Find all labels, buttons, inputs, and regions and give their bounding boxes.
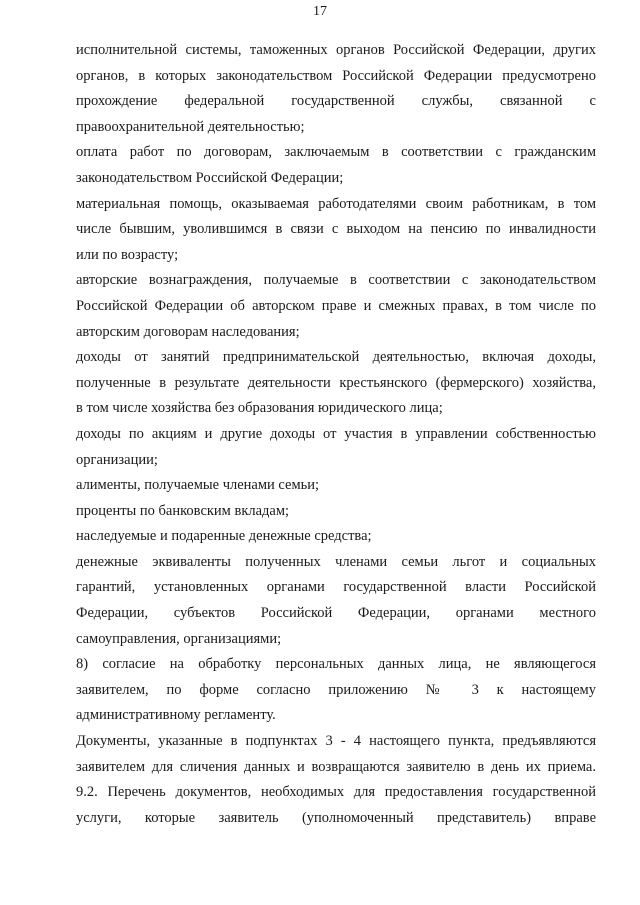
text-line: Документы, указанные в подпунктах 3 - 4 настоящего пункта, предъявляются bbox=[76, 733, 596, 750]
text-line: Российской Федерации об авторском праве и смежных правах, в том числе по bbox=[76, 297, 596, 314]
text-line: правоохранительной деятельностью; bbox=[76, 118, 305, 135]
text-line: гарантий, установленных органами государственной власти Российской bbox=[76, 579, 596, 596]
document-body bbox=[76, 38, 596, 831]
text-line: 9.2. Перечень документов, необходимых для предоставления государственной bbox=[76, 784, 596, 801]
text-line: в том числе хозяйства без образования юридического лица; bbox=[76, 400, 443, 417]
text-line: авторские вознаграждения, получаемые в соответствии с законодательством bbox=[76, 272, 596, 289]
text-line: административному регламенту. bbox=[76, 707, 276, 724]
text-line: денежные эквиваленты полученных членами семьи льгот и социальных bbox=[76, 553, 596, 570]
text-line: проценты по банковским вкладам; bbox=[76, 502, 290, 519]
text-line: авторским договорам наследования; bbox=[76, 323, 300, 340]
text-line: 8) согласие на обработку персональных данных лица, не являющегося bbox=[76, 656, 596, 673]
text-line: материальная помощь, оказываемая работодателями своим работникам, в том bbox=[76, 195, 596, 212]
text-line: прохождение федеральной государственной службы, связанной с bbox=[76, 93, 596, 110]
text-line: доходы по акциям и другие доходы от участия в управлении собственностью bbox=[76, 425, 596, 442]
page-number: 17 bbox=[313, 4, 327, 19]
text-line: оплата работ по договорам, заключаемым в соответствии с гражданским bbox=[76, 144, 596, 161]
text-line: организации; bbox=[76, 451, 158, 468]
text-line: или по возрасту; bbox=[76, 246, 179, 263]
text-line: законодательством Российской Федерации; bbox=[76, 169, 344, 186]
text-line: заявителем для сличения данных и возвращаются заявителю в день их приема. bbox=[76, 758, 596, 775]
text-line: наследуемые и подаренные денежные средства; bbox=[76, 528, 372, 545]
text-line: числе бывшим, уволившимся в связи с выходом на пенсию по инвалидности bbox=[76, 221, 596, 238]
text-line: алименты, получаемые членами семьи; bbox=[76, 477, 320, 494]
text-line: Федерации, субъектов Российской Федерации, органами местного bbox=[76, 605, 596, 622]
text-line: услуги, которые заявитель (уполномоченный представитель) вправе bbox=[76, 809, 596, 826]
text-line: заявителем, по форме согласно приложению № 3 к настоящему bbox=[76, 681, 596, 698]
text-line: полученные в результате деятельности крестьянского (фермерского) хозяйства, bbox=[76, 374, 596, 391]
text-line: исполнительной системы, таможенных органов Российской Федерации, других bbox=[76, 42, 596, 58]
text-line: органов, в которых законодательством Российской Федерации предусмотрено bbox=[76, 67, 596, 84]
text-line: доходы от занятий предпринимательской деятельностью, включая доходы, bbox=[76, 349, 596, 366]
text-line: самоуправления, организациями; bbox=[76, 630, 282, 647]
